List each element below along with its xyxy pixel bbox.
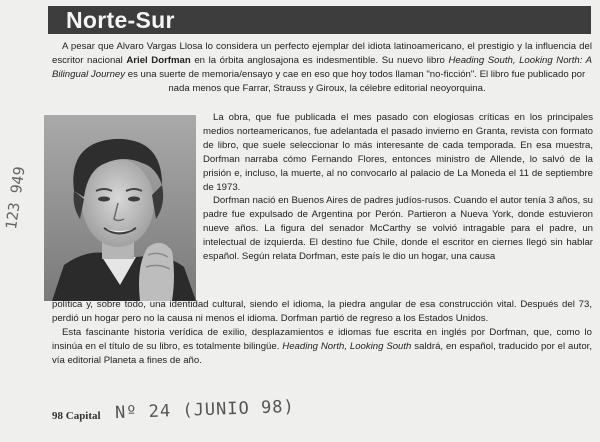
handwritten-side-note: 123 949 <box>2 165 29 231</box>
body-paragraph-1: La obra, que fue publicada el mes pasado con elogiosas críticas en los principales medios norteamericanos, fue adelantada el pasado invierno en Granta, revista con formato de libro, que suele seleccionar lo más interesante de cada temporada. En esa muestra, Dorfman narraba cómo Fernando Flores, entonces ministro de Allende, lo salvó de la prisión e, incluso, la muerte, al no convocarlo al palacio de La Moneda el 11 de septiembre de 1973. <box>203 112 593 193</box>
full-width-text <box>52 298 592 368</box>
body-paragraph-3-text-b: saldrá, en español, traducido por el autor, vía editorial Planeta a fines de año. <box>52 340 593 366</box>
author-name: Ariel Dorfman <box>126 54 191 66</box>
book-title-english: Heading South, Looking North: A Bilingual Journey <box>52 54 593 80</box>
body-paragraph-2-continued: política y, sobre todo, una identidad cultural, siendo el idioma, la piedra angular de esa construcción vital. Después del 73, perdió un hogar pero no la causa ni menos el idioma. Dorfman partió de regreso a los Estados Unidos. <box>52 299 592 324</box>
author-photo <box>44 115 196 301</box>
body-paragraph-3 <box>52 326 592 368</box>
intro-text-3: es una suerte de memoria/ensayo y cae en eso que hoy todos llaman "no-ficción". El libro fue publicado por <box>127 68 586 80</box>
intro-text-2: en la órbita anglosajona es indesmentible. Su nuevo libro <box>194 54 445 66</box>
body-paragraph-2: Dorfman nació en Buenos Aires de padres judíos-rusos. Cuando el autor tenía 3 años, su padre fue expulsado de Argentina por Perón. Partieron a Nueva York, donde estuvieron nueve años. La figura del senador McCarthy se volvió intragable para el padre, un intelectual de izquierda. El destino fue Chile, donde el escritor en ciernes llegó sin hablar español. Según relata Dorfman, este país le dio un hogar, una causa <box>203 195 593 263</box>
handwritten-issue-note: Nº 24 (JUNIO 98) <box>114 396 296 424</box>
right-column <box>203 111 593 264</box>
intro-paragraph <box>52 40 592 96</box>
intro-text-4: nada menos que Farrar, Strauss y Giroux, la célebre editorial neoyorquina. <box>168 82 486 94</box>
book-title-spanish: Heading North, Looking South <box>282 340 412 352</box>
intro-text-1: A pesar que Alvaro Vargas Llosa lo considera un perfecto ejemplar del idiota latinoamericano, el prestigio y la influencia del escritor nacional <box>52 41 592 66</box>
body-paragraph-3-text-a: Esta fascinante historia verídica de exilio, desplazamientos e idiomas fue escrita en inglés por Dorfman, que, como lo insinúa en el título de su libro, es totalmente bilingüe. <box>52 326 592 352</box>
section-title: Norte-Sur <box>66 7 175 33</box>
page-footer-label: 98 Capital <box>52 410 101 422</box>
section-header <box>48 6 591 34</box>
